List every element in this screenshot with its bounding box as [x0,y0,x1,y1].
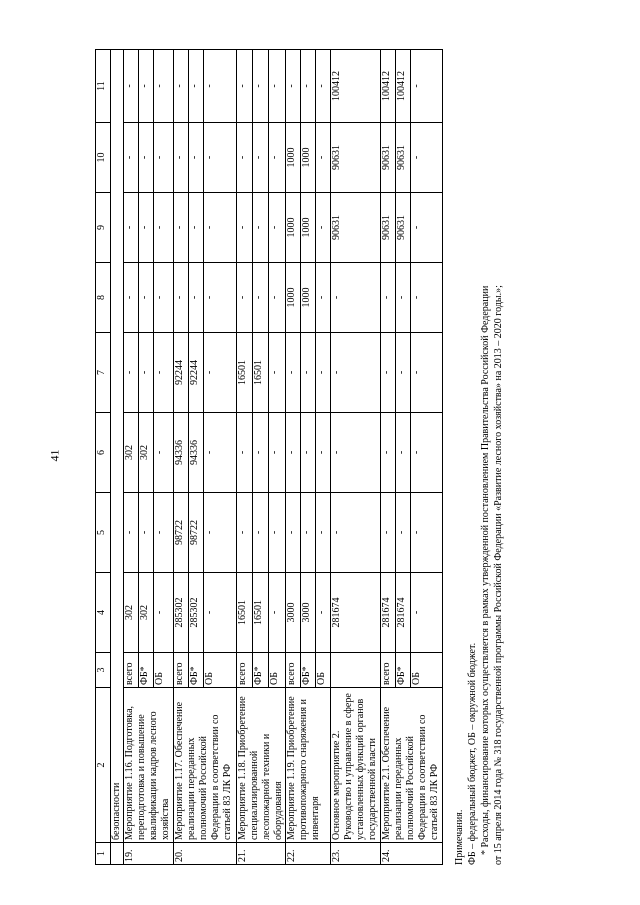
value-cell: - [139,50,154,123]
value-cell: - [380,263,395,333]
value-cell: - [315,193,330,263]
value-cell: 1000 [300,263,315,333]
value-cell: - [285,493,300,573]
value-cell: - [395,333,410,413]
value-cell: - [236,493,252,573]
value-cell: - [174,193,189,263]
value-cell: 302 [124,573,139,653]
value-cell: - [380,493,395,573]
value-cell: - [189,50,204,123]
funding-source-cell: ФБ* [252,653,268,688]
value-cell: - [285,50,300,123]
value-cell: - [204,193,237,263]
value-cell: - [410,123,443,193]
value-cell: 1000 [300,123,315,193]
value-cell: - [236,50,252,123]
notes [453,50,505,865]
measure-name-cell: Мероприятие 2.1. Обеспечение реализации переданных полномочий Российской Федерации в соответствии со статьей 83 ЛК РФ [380,688,443,843]
funding-source-cell: всего [174,653,189,688]
value-cell: - [395,493,410,573]
value-cell: 90631 [380,193,395,263]
continuation-row [111,50,124,865]
funding-source-cell: ОБ [315,653,330,688]
funding-source-cell: ФБ* [139,653,154,688]
value-cell: - [204,263,237,333]
value-cell: - [410,333,443,413]
notes-line-2: * Расходы, финансирование которых осуществляется в рамках утвержденной постановлением Правительства Российской Федерации [480,285,491,855]
value-cell: - [395,263,410,333]
value-cell: - [124,123,139,193]
value-cell: - [315,50,330,123]
value-cell: 90631 [395,123,410,193]
row-number-cell: 24. [380,843,443,865]
measure-name-cell: Мероприятие 1.16. Подготовка, переподготовка и повышение квалификации кадров лесного хозяйства [124,688,174,843]
value-cell: - [189,123,204,193]
funding-source-cell: всего [236,653,252,688]
row-number-cell: 22. [285,843,330,865]
value-cell: 302 [139,413,154,493]
value-cell: - [236,413,252,493]
value-cell: - [124,263,139,333]
value-cell: - [269,193,285,263]
value-cell: - [204,573,237,653]
funding-source-cell: ОБ [204,653,237,688]
row-number-cell: 23. [330,843,380,865]
value-cell: 302 [139,573,154,653]
table-row [236,50,252,865]
value-cell: 3000 [300,573,315,653]
column-header-1: 1 [96,843,111,865]
value-cell: 90631 [395,193,410,263]
value-cell: 285302 [174,573,189,653]
value-cell: - [139,333,154,413]
table-body [111,50,443,865]
value-cell: - [380,413,395,493]
table-row [285,50,300,865]
value-cell: - [330,493,380,573]
value-cell: - [269,333,285,413]
value-cell: 16501 [252,333,268,413]
value-cell: 281674 [330,573,380,653]
value-cell: - [410,263,443,333]
value-cell: - [236,123,252,193]
value-cell: 16501 [252,573,268,653]
funding-source-cell: всего [285,653,300,688]
funding-source-cell: всего [124,653,139,688]
value-cell: - [269,50,285,123]
notes-line-1: ФБ – федеральный бюджет, ОБ – окружной бюджет. [467,642,478,865]
value-cell: - [315,573,330,653]
value-cell: 1000 [300,193,315,263]
value-cell: 3000 [285,573,300,653]
value-cell: - [410,413,443,493]
value-cell: - [154,413,174,493]
value-cell: - [154,123,174,193]
value-cell: - [154,493,174,573]
column-header-9: 9 [96,193,111,263]
value-cell: - [285,333,300,413]
value-cell: - [154,573,174,653]
value-cell: 285302 [189,573,204,653]
table-row [174,50,189,865]
column-header-11: 11 [96,50,111,123]
column-header-10: 10 [96,123,111,193]
row-number-cell: 20. [174,843,237,865]
notes-title: Примечания. [454,809,465,865]
value-cell: - [124,193,139,263]
value-cell: - [410,493,443,573]
value-cell: - [154,193,174,263]
value-cell: - [139,123,154,193]
value-cell: - [204,333,237,413]
funding-source-cell: ФБ* [300,653,315,688]
value-cell: - [174,263,189,333]
value-cell: - [252,193,268,263]
value-cell: - [269,493,285,573]
value-cell: - [204,123,237,193]
value-cell: - [236,193,252,263]
value-cell: 98722 [174,493,189,573]
value-cell: 100412 [330,50,380,123]
column-header-5: 5 [96,493,111,573]
value-cell: - [139,263,154,333]
page-number: 41 [47,449,62,462]
value-cell: - [380,333,395,413]
column-header-4: 4 [96,573,111,653]
column-header-8: 8 [96,263,111,333]
value-cell: - [124,333,139,413]
funding-source-cell: всего [380,653,395,688]
funding-source-cell: ФБ* [395,653,410,688]
value-cell: - [204,50,237,123]
value-cell: - [395,413,410,493]
value-cell: 100412 [380,50,395,123]
funding-source-cell: ФБ* [189,653,204,688]
value-cell: 281674 [395,573,410,653]
value-cell: - [315,263,330,333]
column-header-7: 7 [96,333,111,413]
measure-name-cell: Мероприятие 1.18. Приобретение специализированной лесопожарной техники и оборудования [236,688,285,843]
value-cell: - [269,573,285,653]
value-cell: - [139,193,154,263]
value-cell: - [315,493,330,573]
notes-line-3: от 15 апреля 2014 года № 318 государственной программы Российской Федерации «Развитие лесного хозяйства» на 2013 – 2020 годы.»; [493,285,504,865]
row-number-cell: 19. [124,843,174,865]
rotated-page-content [95,50,595,865]
value-cell: - [124,493,139,573]
column-header-6: 6 [96,413,111,493]
funding-source-cell: ОБ [410,653,443,688]
value-cell: - [189,193,204,263]
value-cell: - [285,413,300,493]
value-cell: 92244 [174,333,189,413]
continuation-text-cell: безопасности [111,50,124,843]
value-cell: - [252,413,268,493]
measure-name-cell: Мероприятие 1.19. Приобретение противопожарного снаряжения и инвентаря [285,688,330,843]
row-number-cell: 21. [236,843,285,865]
budget-table [95,49,443,865]
table-row [124,50,139,865]
value-cell: 100412 [395,50,410,123]
value-cell: - [269,263,285,333]
value-cell: - [300,50,315,123]
value-cell: - [204,413,237,493]
value-cell: 1000 [285,263,300,333]
value-cell: - [300,413,315,493]
value-cell: - [236,263,252,333]
value-cell: 94336 [174,413,189,493]
value-cell: 1000 [285,193,300,263]
value-cell: - [204,493,237,573]
measure-name-cell: Основное мероприятие 2. Руководство и управление в сфере установленных функций органов государственной власти [330,688,380,843]
value-cell: - [124,50,139,123]
value-cell: - [410,193,443,263]
value-cell: 90631 [330,123,380,193]
value-cell: - [410,50,443,123]
value-cell: - [315,413,330,493]
funding-source-cell [330,653,380,688]
value-cell: 90631 [330,193,380,263]
table-row [380,50,395,865]
header-row [96,50,111,865]
value-cell: - [154,333,174,413]
value-cell: 1000 [285,123,300,193]
value-cell: - [174,123,189,193]
value-cell: - [300,333,315,413]
value-cell: - [252,123,268,193]
value-cell: - [269,413,285,493]
value-cell: - [139,493,154,573]
value-cell: 92244 [189,333,204,413]
value-cell: - [252,493,268,573]
value-cell: - [252,263,268,333]
value-cell: - [174,50,189,123]
value-cell: 16501 [236,573,252,653]
value-cell: 94336 [189,413,204,493]
value-cell: 281674 [380,573,395,653]
value-cell: - [154,263,174,333]
funding-source-cell: ОБ [154,653,174,688]
value-cell: 90631 [380,123,395,193]
column-header-2: 2 [96,688,111,843]
value-cell: - [315,123,330,193]
funding-source-cell: ОБ [269,653,285,688]
measure-name-cell: Мероприятие 1.17. Обеспечение реализации переданных полномочий Российской Федерации в соответствии со статьей 83 ЛК РФ [174,688,237,843]
value-cell: 16501 [236,333,252,413]
table-row [330,50,380,865]
value-cell: 302 [124,413,139,493]
value-cell: - [300,493,315,573]
value-cell: 98722 [189,493,204,573]
value-cell: - [330,333,380,413]
value-cell: - [252,50,268,123]
value-cell: - [189,263,204,333]
value-cell: - [330,263,380,333]
value-cell: - [315,333,330,413]
value-cell: - [269,123,285,193]
value-cell: - [154,50,174,123]
continuation-number-cell [111,843,124,865]
value-cell: - [410,573,443,653]
column-header-3: 3 [96,653,111,688]
value-cell: - [330,413,380,493]
